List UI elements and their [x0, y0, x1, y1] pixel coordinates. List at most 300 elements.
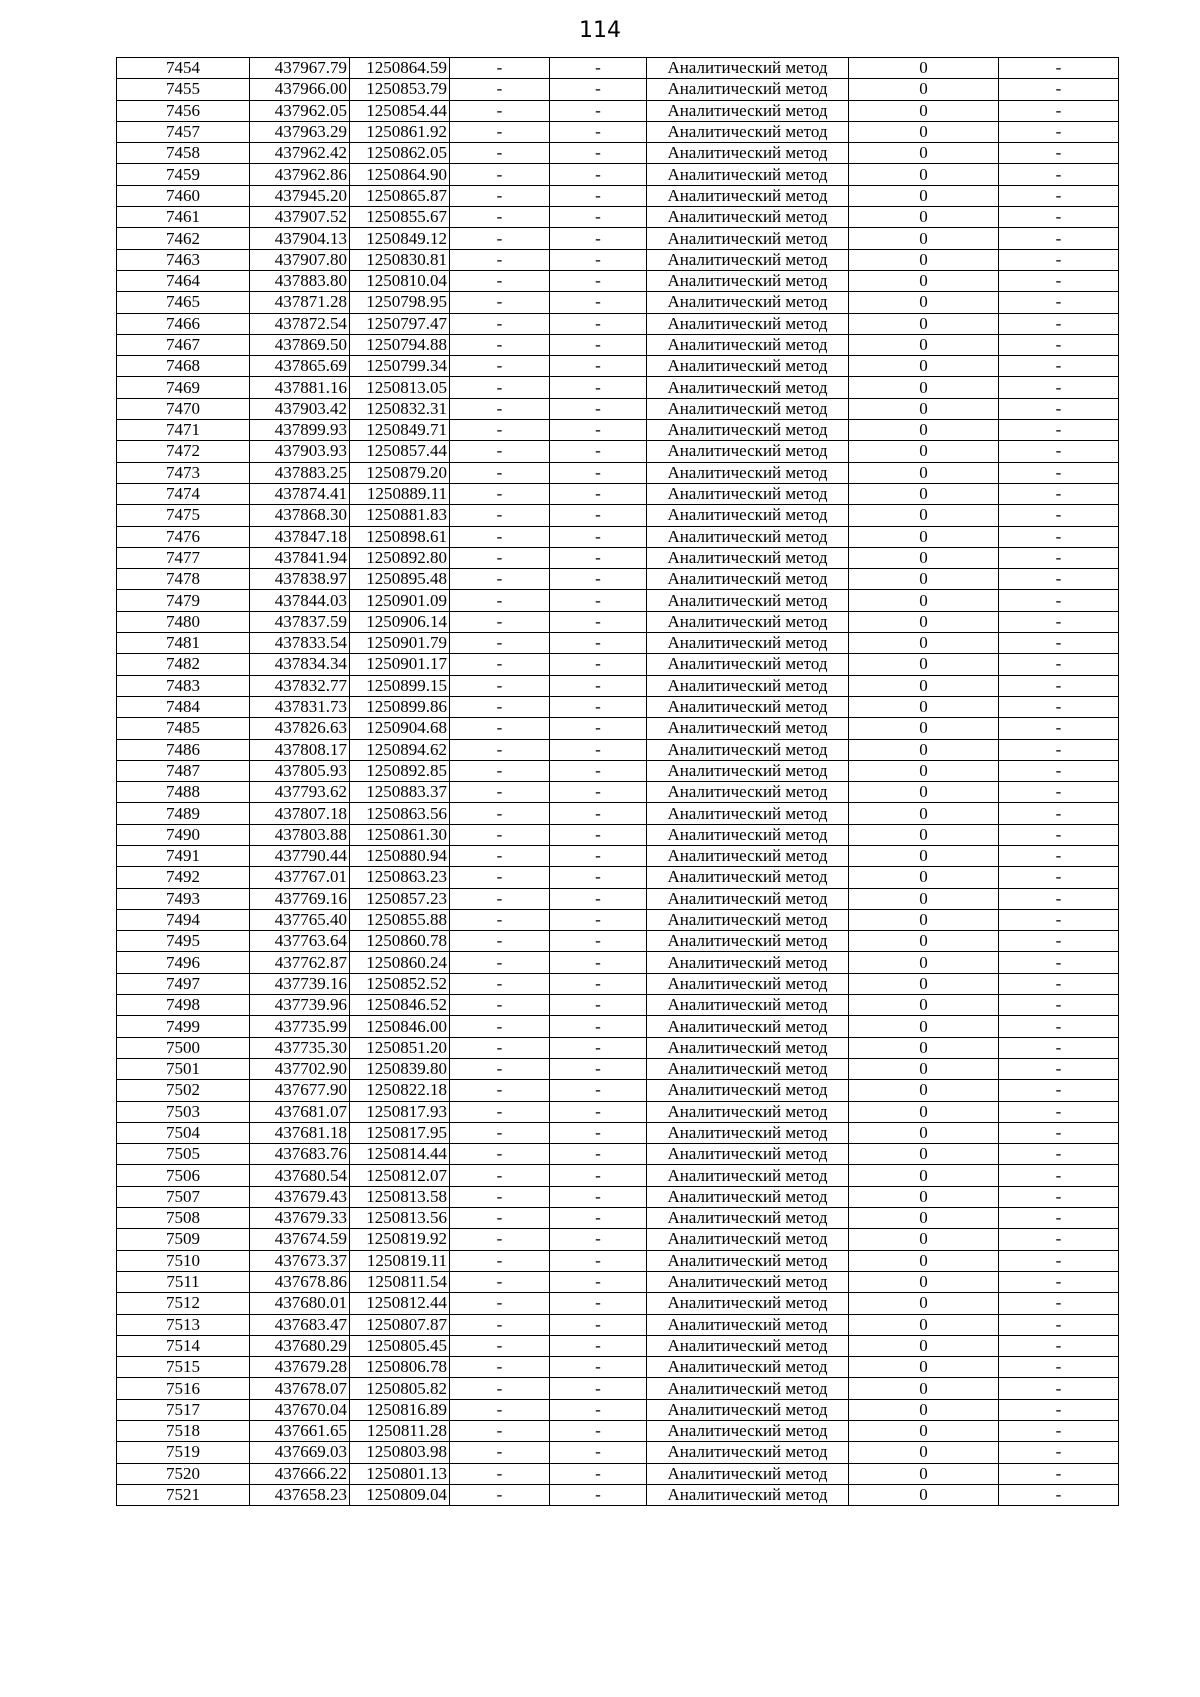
column-5-cell: - [550, 143, 647, 164]
method-cell: Аналитический метод [647, 1208, 849, 1229]
table-row [117, 1399, 1119, 1420]
column-4-cell: - [450, 590, 550, 611]
column-5-cell: - [550, 462, 647, 483]
x-coordinate-cell: 437962.05 [250, 100, 350, 121]
value-cell: 0 [849, 398, 999, 419]
method-cell: Аналитический метод [647, 824, 849, 845]
x-coordinate-cell: 437670.04 [250, 1399, 350, 1420]
column-5-cell: - [550, 888, 647, 909]
point-number-cell: 7466 [117, 313, 250, 334]
column-5-cell: - [550, 569, 647, 590]
column-5-cell: - [550, 995, 647, 1016]
x-coordinate-cell: 437871.28 [250, 292, 350, 313]
y-coordinate-cell: 1250851.20 [350, 1037, 450, 1058]
y-coordinate-cell: 1250816.89 [350, 1399, 450, 1420]
table-row [117, 824, 1119, 845]
method-cell: Аналитический метод [647, 100, 849, 121]
table-row [117, 1293, 1119, 1314]
value-cell: 0 [849, 1058, 999, 1079]
point-number-cell: 7459 [117, 164, 250, 185]
x-coordinate-cell: 437763.64 [250, 931, 350, 952]
value-cell: 0 [849, 58, 999, 79]
y-coordinate-cell: 1250794.88 [350, 334, 450, 355]
y-coordinate-cell: 1250846.52 [350, 995, 450, 1016]
table-row [117, 121, 1119, 142]
column-4-cell: - [450, 696, 550, 717]
y-coordinate-cell: 1250805.45 [350, 1335, 450, 1356]
column-9-cell: - [999, 1229, 1119, 1250]
method-cell: Аналитический метод [647, 995, 849, 1016]
table-row [117, 931, 1119, 952]
column-9-cell: - [999, 1101, 1119, 1122]
table-row [117, 739, 1119, 760]
column-9-cell: - [999, 803, 1119, 824]
value-cell: 0 [849, 1080, 999, 1101]
y-coordinate-cell: 1250863.56 [350, 803, 450, 824]
column-5-cell: - [550, 185, 647, 206]
column-4-cell: - [450, 718, 550, 739]
value-cell: 0 [849, 1229, 999, 1250]
x-coordinate-cell: 437762.87 [250, 952, 350, 973]
x-coordinate-cell: 437904.13 [250, 228, 350, 249]
column-5-cell: - [550, 313, 647, 334]
method-cell: Аналитический метод [647, 58, 849, 79]
point-number-cell: 7485 [117, 718, 250, 739]
column-9-cell: - [999, 547, 1119, 568]
column-9-cell: - [999, 675, 1119, 696]
column-5-cell: - [550, 952, 647, 973]
column-5-cell: - [550, 718, 647, 739]
column-4-cell: - [450, 483, 550, 504]
value-cell: 0 [849, 1271, 999, 1292]
point-number-cell: 7476 [117, 526, 250, 547]
column-5-cell: - [550, 441, 647, 462]
point-number-cell: 7456 [117, 100, 250, 121]
y-coordinate-cell: 1250813.56 [350, 1208, 450, 1229]
column-9-cell: - [999, 611, 1119, 632]
y-coordinate-cell: 1250901.09 [350, 590, 450, 611]
point-number-cell: 7462 [117, 228, 250, 249]
column-5-cell: - [550, 675, 647, 696]
table-row [117, 143, 1119, 164]
x-coordinate-cell: 437883.25 [250, 462, 350, 483]
x-coordinate-cell: 437765.40 [250, 909, 350, 930]
x-coordinate-cell: 437679.43 [250, 1186, 350, 1207]
table-row [117, 164, 1119, 185]
point-number-cell: 7489 [117, 803, 250, 824]
column-5-cell: - [550, 1080, 647, 1101]
method-cell: Аналитический метод [647, 334, 849, 355]
column-9-cell: - [999, 1378, 1119, 1399]
column-4-cell: - [450, 1122, 550, 1143]
point-number-cell: 7471 [117, 420, 250, 441]
value-cell: 0 [849, 441, 999, 462]
method-cell: Аналитический метод [647, 909, 849, 930]
table-row [117, 441, 1119, 462]
column-4-cell: - [450, 654, 550, 675]
column-9-cell: - [999, 1442, 1119, 1463]
value-cell: 0 [849, 356, 999, 377]
value-cell: 0 [849, 420, 999, 441]
x-coordinate-cell: 437962.42 [250, 143, 350, 164]
point-number-cell: 7498 [117, 995, 250, 1016]
column-9-cell: - [999, 782, 1119, 803]
point-number-cell: 7492 [117, 867, 250, 888]
x-coordinate-cell: 437790.44 [250, 845, 350, 866]
value-cell: 0 [849, 633, 999, 654]
table-row [117, 547, 1119, 568]
value-cell: 0 [849, 718, 999, 739]
x-coordinate-cell: 437907.80 [250, 249, 350, 270]
column-4-cell: - [450, 1037, 550, 1058]
table-row [117, 1037, 1119, 1058]
point-number-cell: 7461 [117, 207, 250, 228]
y-coordinate-cell: 1250892.85 [350, 760, 450, 781]
column-5-cell: - [550, 1335, 647, 1356]
column-9-cell: - [999, 1208, 1119, 1229]
column-4-cell: - [450, 973, 550, 994]
y-coordinate-cell: 1250861.92 [350, 121, 450, 142]
y-coordinate-cell: 1250846.00 [350, 1016, 450, 1037]
point-number-cell: 7514 [117, 1335, 250, 1356]
column-4-cell: - [450, 143, 550, 164]
column-4-cell: - [450, 462, 550, 483]
method-cell: Аналитический метод [647, 79, 849, 100]
method-cell: Аналитический метод [647, 398, 849, 419]
point-number-cell: 7496 [117, 952, 250, 973]
value-cell: 0 [849, 1293, 999, 1314]
point-number-cell: 7494 [117, 909, 250, 930]
column-9-cell: - [999, 1335, 1119, 1356]
y-coordinate-cell: 1250904.68 [350, 718, 450, 739]
method-cell: Аналитический метод [647, 356, 849, 377]
value-cell: 0 [849, 824, 999, 845]
method-cell: Аналитический метод [647, 633, 849, 654]
column-4-cell: - [450, 931, 550, 952]
column-4-cell: - [450, 845, 550, 866]
column-9-cell: - [999, 569, 1119, 590]
column-5-cell: - [550, 58, 647, 79]
column-4-cell: - [450, 1229, 550, 1250]
column-5-cell: - [550, 79, 647, 100]
table-row [117, 718, 1119, 739]
column-4-cell: - [450, 1399, 550, 1420]
x-coordinate-cell: 437658.23 [250, 1484, 350, 1505]
column-4-cell: - [450, 675, 550, 696]
table-row [117, 1250, 1119, 1271]
method-cell: Аналитический метод [647, 590, 849, 611]
y-coordinate-cell: 1250880.94 [350, 845, 450, 866]
table-row [117, 526, 1119, 547]
table-row [117, 1122, 1119, 1143]
x-coordinate-cell: 437683.47 [250, 1314, 350, 1335]
column-4-cell: - [450, 228, 550, 249]
column-4-cell: - [450, 1058, 550, 1079]
x-coordinate-cell: 437739.96 [250, 995, 350, 1016]
y-coordinate-cell: 1250807.87 [350, 1314, 450, 1335]
table-row [117, 505, 1119, 526]
table-row [117, 909, 1119, 930]
column-9-cell: - [999, 483, 1119, 504]
table-row [117, 1058, 1119, 1079]
column-4-cell: - [450, 1378, 550, 1399]
table-row [117, 398, 1119, 419]
point-number-cell: 7521 [117, 1484, 250, 1505]
method-cell: Аналитический метод [647, 1484, 849, 1505]
column-5-cell: - [550, 1250, 647, 1271]
value-cell: 0 [849, 696, 999, 717]
column-4-cell: - [450, 1080, 550, 1101]
method-cell: Аналитический метод [647, 1165, 849, 1186]
column-5-cell: - [550, 590, 647, 611]
method-cell: Аналитический метод [647, 845, 849, 866]
value-cell: 0 [849, 547, 999, 568]
value-cell: 0 [849, 654, 999, 675]
column-9-cell: - [999, 441, 1119, 462]
table-row [117, 654, 1119, 675]
column-5-cell: - [550, 1442, 647, 1463]
value-cell: 0 [849, 121, 999, 142]
column-5-cell: - [550, 547, 647, 568]
x-coordinate-cell: 437678.86 [250, 1271, 350, 1292]
method-cell: Аналитический метод [647, 483, 849, 504]
column-5-cell: - [550, 121, 647, 142]
method-cell: Аналитический метод [647, 675, 849, 696]
column-4-cell: - [450, 1101, 550, 1122]
value-cell: 0 [849, 526, 999, 547]
column-9-cell: - [999, 633, 1119, 654]
point-number-cell: 7497 [117, 973, 250, 994]
column-5-cell: - [550, 1165, 647, 1186]
y-coordinate-cell: 1250894.62 [350, 739, 450, 760]
x-coordinate-cell: 437832.77 [250, 675, 350, 696]
x-coordinate-cell: 437677.90 [250, 1080, 350, 1101]
method-cell: Аналитический метод [647, 1250, 849, 1271]
point-number-cell: 7474 [117, 483, 250, 504]
value-cell: 0 [849, 1101, 999, 1122]
y-coordinate-cell: 1250883.37 [350, 782, 450, 803]
y-coordinate-cell: 1250881.83 [350, 505, 450, 526]
point-number-cell: 7491 [117, 845, 250, 866]
x-coordinate-cell: 437831.73 [250, 696, 350, 717]
value-cell: 0 [849, 1037, 999, 1058]
value-cell: 0 [849, 782, 999, 803]
value-cell: 0 [849, 1016, 999, 1037]
x-coordinate-cell: 437680.01 [250, 1293, 350, 1314]
column-9-cell: - [999, 526, 1119, 547]
y-coordinate-cell: 1250813.58 [350, 1186, 450, 1207]
point-number-cell: 7454 [117, 58, 250, 79]
point-number-cell: 7469 [117, 377, 250, 398]
column-4-cell: - [450, 441, 550, 462]
table-row [117, 1421, 1119, 1442]
column-5-cell: - [550, 611, 647, 632]
point-number-cell: 7511 [117, 1271, 250, 1292]
x-coordinate-cell: 437674.59 [250, 1229, 350, 1250]
method-cell: Аналитический метод [647, 207, 849, 228]
point-number-cell: 7499 [117, 1016, 250, 1037]
column-5-cell: - [550, 1058, 647, 1079]
method-cell: Аналитический метод [647, 1271, 849, 1292]
table-row [117, 760, 1119, 781]
table-row [117, 483, 1119, 504]
x-coordinate-cell: 437739.16 [250, 973, 350, 994]
method-cell: Аналитический метод [647, 1293, 849, 1314]
column-4-cell: - [450, 121, 550, 142]
y-coordinate-cell: 1250863.23 [350, 867, 450, 888]
value-cell: 0 [849, 1484, 999, 1505]
column-9-cell: - [999, 845, 1119, 866]
column-9-cell: - [999, 1463, 1119, 1484]
column-9-cell: - [999, 164, 1119, 185]
table-row [117, 633, 1119, 654]
y-coordinate-cell: 1250899.86 [350, 696, 450, 717]
column-9-cell: - [999, 1314, 1119, 1335]
column-9-cell: - [999, 313, 1119, 334]
point-number-cell: 7500 [117, 1037, 250, 1058]
value-cell: 0 [849, 1463, 999, 1484]
column-9-cell: - [999, 121, 1119, 142]
method-cell: Аналитический метод [647, 121, 849, 142]
point-number-cell: 7520 [117, 1463, 250, 1484]
value-cell: 0 [849, 462, 999, 483]
table-row [117, 100, 1119, 121]
table-row [117, 1271, 1119, 1292]
method-cell: Аналитический метод [647, 1058, 849, 1079]
column-5-cell: - [550, 1229, 647, 1250]
column-5-cell: - [550, 696, 647, 717]
value-cell: 0 [849, 143, 999, 164]
y-coordinate-cell: 1250899.15 [350, 675, 450, 696]
method-cell: Аналитический метод [647, 164, 849, 185]
column-9-cell: - [999, 270, 1119, 291]
method-cell: Аналитический метод [647, 526, 849, 547]
y-coordinate-cell: 1250864.59 [350, 58, 450, 79]
y-coordinate-cell: 1250811.54 [350, 1271, 450, 1292]
y-coordinate-cell: 1250901.79 [350, 633, 450, 654]
point-number-cell: 7473 [117, 462, 250, 483]
y-coordinate-cell: 1250860.78 [350, 931, 450, 952]
value-cell: 0 [849, 377, 999, 398]
column-4-cell: - [450, 100, 550, 121]
column-9-cell: - [999, 58, 1119, 79]
column-9-cell: - [999, 1144, 1119, 1165]
value-cell: 0 [849, 888, 999, 909]
value-cell: 0 [849, 270, 999, 291]
x-coordinate-cell: 437841.94 [250, 547, 350, 568]
column-9-cell: - [999, 1080, 1119, 1101]
column-5-cell: - [550, 270, 647, 291]
value-cell: 0 [849, 1335, 999, 1356]
x-coordinate-cell: 437679.28 [250, 1357, 350, 1378]
column-9-cell: - [999, 1122, 1119, 1143]
value-cell: 0 [849, 1442, 999, 1463]
table-row [117, 313, 1119, 334]
value-cell: 0 [849, 845, 999, 866]
x-coordinate-cell: 437874.41 [250, 483, 350, 504]
table-row [117, 185, 1119, 206]
y-coordinate-cell: 1250812.44 [350, 1293, 450, 1314]
column-5-cell: - [550, 782, 647, 803]
x-coordinate-cell: 437702.90 [250, 1058, 350, 1079]
method-cell: Аналитический метод [647, 185, 849, 206]
table-row [117, 58, 1119, 79]
column-4-cell: - [450, 313, 550, 334]
point-number-cell: 7513 [117, 1314, 250, 1335]
column-4-cell: - [450, 824, 550, 845]
point-number-cell: 7458 [117, 143, 250, 164]
column-4-cell: - [450, 952, 550, 973]
method-cell: Аналитический метод [647, 270, 849, 291]
column-9-cell: - [999, 1186, 1119, 1207]
table-row [117, 569, 1119, 590]
method-cell: Аналитический метод [647, 1144, 849, 1165]
table-row [117, 611, 1119, 632]
table-row [117, 995, 1119, 1016]
x-coordinate-cell: 437883.80 [250, 270, 350, 291]
column-4-cell: - [450, 185, 550, 206]
value-cell: 0 [849, 1421, 999, 1442]
x-coordinate-cell: 437735.30 [250, 1037, 350, 1058]
table-row [117, 79, 1119, 100]
column-4-cell: - [450, 334, 550, 355]
y-coordinate-cell: 1250864.90 [350, 164, 450, 185]
x-coordinate-cell: 437679.33 [250, 1208, 350, 1229]
value-cell: 0 [849, 803, 999, 824]
method-cell: Аналитический метод [647, 782, 849, 803]
column-5-cell: - [550, 292, 647, 313]
method-cell: Аналитический метод [647, 143, 849, 164]
column-9-cell: - [999, 207, 1119, 228]
column-9-cell: - [999, 973, 1119, 994]
column-5-cell: - [550, 760, 647, 781]
value-cell: 0 [849, 79, 999, 100]
method-cell: Аналитический метод [647, 420, 849, 441]
table-row [117, 1314, 1119, 1335]
x-coordinate-cell: 437807.18 [250, 803, 350, 824]
method-cell: Аналитический метод [647, 1080, 849, 1101]
table-row [117, 845, 1119, 866]
method-cell: Аналитический метод [647, 1378, 849, 1399]
column-4-cell: - [450, 569, 550, 590]
column-5-cell: - [550, 909, 647, 930]
column-9-cell: - [999, 1484, 1119, 1505]
value-cell: 0 [849, 952, 999, 973]
column-4-cell: - [450, 547, 550, 568]
method-cell: Аналитический метод [647, 760, 849, 781]
column-4-cell: - [450, 1293, 550, 1314]
column-4-cell: - [450, 398, 550, 419]
method-cell: Аналитический метод [647, 313, 849, 334]
value-cell: 0 [849, 185, 999, 206]
point-number-cell: 7507 [117, 1186, 250, 1207]
column-9-cell: - [999, 1399, 1119, 1420]
column-9-cell: - [999, 1058, 1119, 1079]
method-cell: Аналитический метод [647, 1442, 849, 1463]
value-cell: 0 [849, 334, 999, 355]
table-row [117, 1016, 1119, 1037]
method-cell: Аналитический метод [647, 569, 849, 590]
y-coordinate-cell: 1250810.04 [350, 270, 450, 291]
column-4-cell: - [450, 1463, 550, 1484]
method-cell: Аналитический метод [647, 228, 849, 249]
y-coordinate-cell: 1250879.20 [350, 462, 450, 483]
table-row [117, 1378, 1119, 1399]
point-number-cell: 7477 [117, 547, 250, 568]
column-9-cell: - [999, 760, 1119, 781]
y-coordinate-cell: 1250813.05 [350, 377, 450, 398]
value-cell: 0 [849, 1122, 999, 1143]
